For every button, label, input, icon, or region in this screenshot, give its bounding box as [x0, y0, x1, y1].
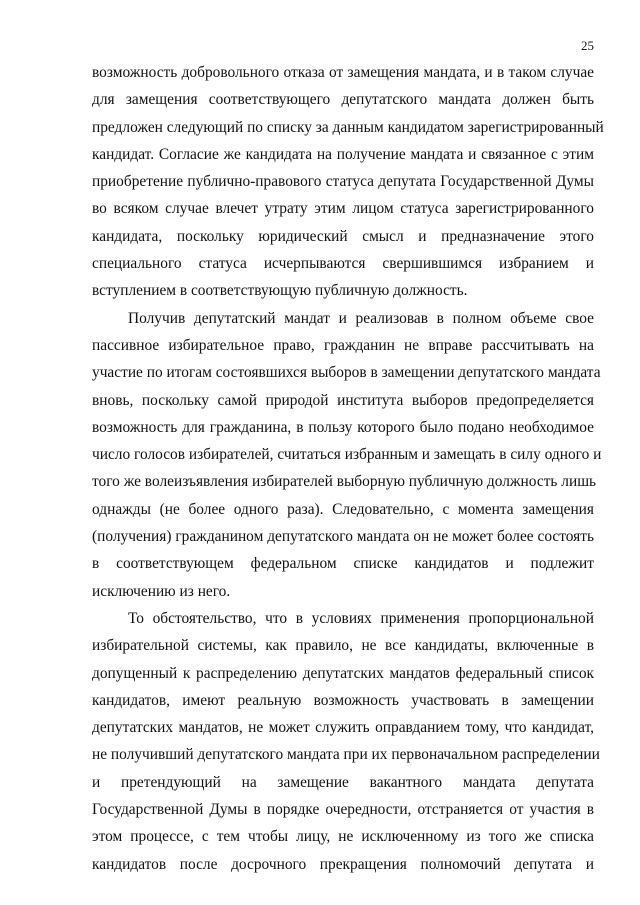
text-line: в соответствующем федеральном списке кандидатов и подлежит [92, 555, 594, 573]
text-line: пассивное избирательное право, гражданин не вправе рассчитывать на [92, 336, 594, 354]
text-line: того же волеизъявления избирателей выборную публичную должность лишь [92, 473, 597, 491]
text-line: и претендующий на замещение вакантного мандата депутата [92, 773, 594, 791]
text-line: (получения) гражданином депутатского мандата он не может более состоять [92, 528, 594, 546]
text-line: избирательной системы, как правило, не все кандидаты, включенные в [92, 637, 594, 655]
paragraph-3 [92, 605, 600, 878]
text-line: кандидата, поскольку юридический смысл и предназначение этого [92, 227, 594, 245]
text-line: депутатских мандатов, не может служить оправданием тому, что кандидат, [92, 719, 594, 737]
text-line: возможность для гражданина, в пользу которого было подано необходимое [92, 418, 594, 436]
text-line: кандидатов после досрочного прекращения полномочий депутата и [92, 855, 594, 873]
text-line: допущенный к распределению депутатских мандатов федеральный список [92, 664, 594, 682]
text-line: возможность добровольного отказа от замещения мандата, и в таком случае [92, 64, 594, 81]
document-body [92, 59, 604, 878]
text-line: приобретение публично-правового статуса депутата Государственной Думы [92, 173, 594, 191]
paragraph-1 [92, 59, 604, 305]
text-line: исключению из него. [92, 582, 231, 600]
text-line: вступлением в соответствующую публичную должность. [92, 282, 468, 300]
text-line: вновь, поскольку самой природой института выборов предопределяется [92, 391, 594, 409]
text-line: во всяком случае влечет утрату этим лицом статуса зарегистрированного [92, 200, 594, 218]
text-line: Государственной Думы в порядке очередности, отстраняется от участия в [92, 801, 594, 819]
text-line: этом процессе, с тем чтобы лицу, не исключенному из того же списка [92, 828, 594, 846]
text-line: однажды (не более одного раза). Следовательно, с момента замещения [92, 500, 594, 518]
paragraph-2 [92, 305, 602, 605]
text-line: участие по итогам состоявшихся выборов в замещении депутатского мандата [92, 364, 601, 382]
text-line: То обстоятельство, что в условиях применения пропорциональной [128, 609, 594, 627]
text-line: специального статуса исчерпываются свершившимся избранием и [92, 255, 594, 273]
text-line: предложен следующий по списку за данным кандидатом зарегистрированный [92, 118, 604, 136]
page-number: 25 [581, 38, 594, 53]
text-line: Получив депутатский мандат и реализовав в полном объеме свое [128, 309, 594, 327]
text-line: не получивший депутатского мандата при их первоначальном распределении [92, 746, 600, 764]
text-line: кандидатов, имеют реальную возможность участвовать в замещении [92, 691, 594, 709]
text-line: кандидат. Согласие же кандидата на получение мандата и связанное с этим [92, 145, 594, 163]
text-line: число голосов избирателей, считаться избранным и замещать в силу одного и [92, 446, 602, 464]
text-line: для замещения соответствующего депутатского мандата должен быть [92, 91, 594, 109]
